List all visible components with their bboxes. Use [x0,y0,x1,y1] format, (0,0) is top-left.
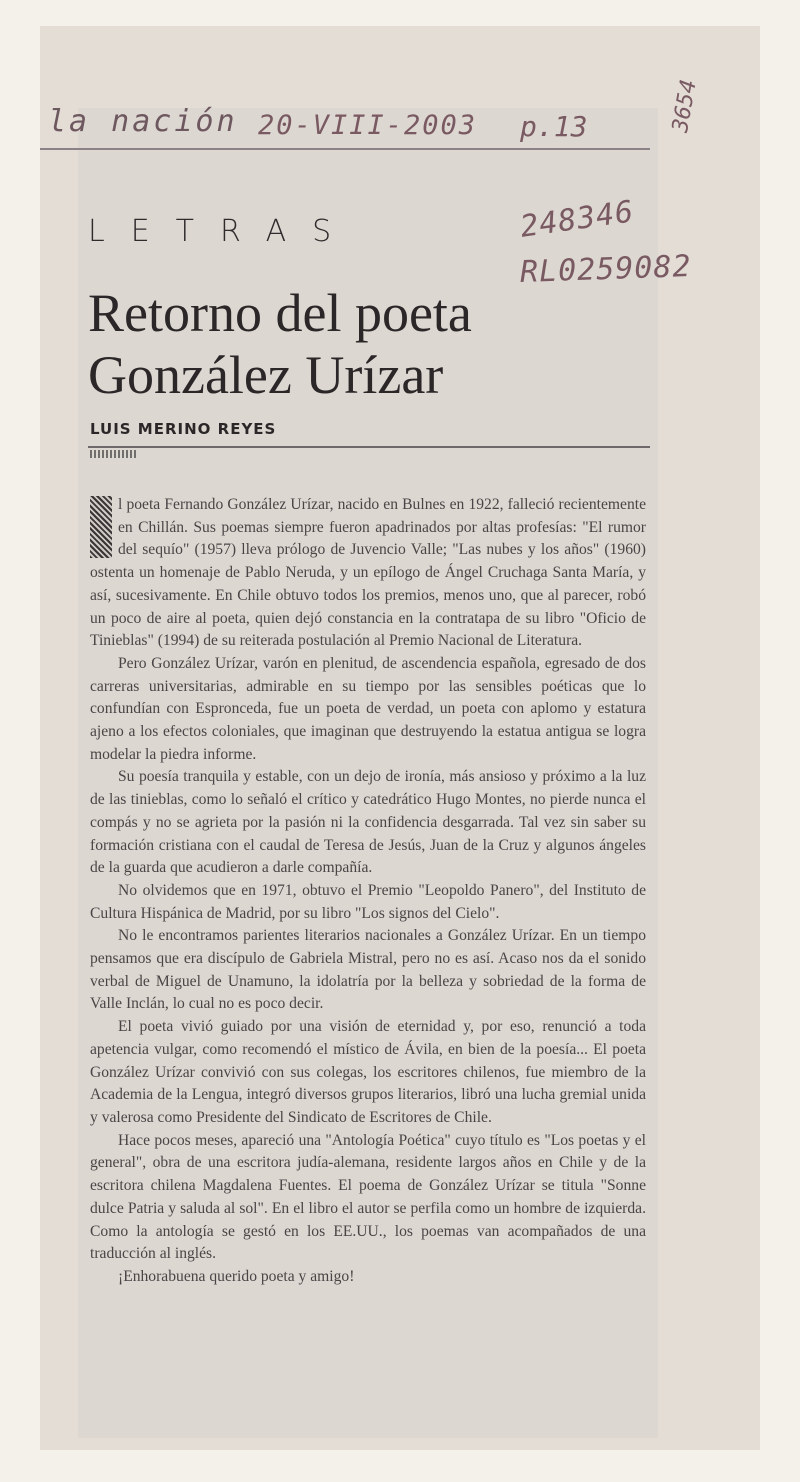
paragraph: Pero González Urízar, varón en plenitud, de ascendencia española, egresado de dos carreras universitarias, admirable en su tiempo por las sensibles poéticas que lo confundían con Espronceda, fue un poeta de verdad, un poeta con aplomo y estatura ajeno a los efectos coloniales, que imaginan que destruyendo la estatua antigua se logra modelar la piedra informe. [90,654,646,763]
paragraph: El poeta vivió guiado por una visión de eternidad y, por eso, renunció a toda apetencia vulgar, como recomendó el místico de Ávila, en bien de la poesía... El poeta González Urízar convivió con sus colegas, los escritores chilenos, fue miembro de la Academia de la Lengua, integró diversos grupos literarios, libró una lucha gremial unida y valerosa como Presidente del Sindicato de Escritores de Chile. [90,1018,646,1126]
handwritten-publication: la nación [48,104,238,139]
handwritten-date: 20-VIII-2003 [258,110,478,141]
article-title [88,282,548,406]
title-line-2: González Urízar [88,345,444,405]
handwritten-id-1: 248346 [518,194,637,245]
article-body [90,494,646,1289]
top-rule [40,148,650,150]
section-heading: LETRAS [88,214,358,249]
handwritten-number: 3654 [668,77,702,135]
paragraph: Hace pocos meses, apareció una "Antología Poética" cuyo título es "Los poetas y el general", obra de una escritora judía-alemana, residente largos años en Chile y de la escritora chilena Magdalena Fuentes. El poema de González Urízar se titula "Sonne dulce Patria y saluda al sol". En el libro el autor se perfila como un hombre de izquierda. Como la antología se gestó en los EE.UU., los poemas van acompañados de una traducción al inglés. [90,1131,646,1263]
byline-ornament [90,450,138,458]
paragraph: l poeta Fernando González Urízar, nacido en Bulnes en 1922, falleció recientemente en Chillán. Sus poemas siempre fueron apadrinados por altas profesías: "El rumor del sequío" (1957) lleva prólogo de Juvencio Valle; "Las nubes y los años" (1960) ostenta un homenaje de Pablo Neruda, y un epílogo de Ángel Cruchaga Santa María, y así, sucesivamente. En Chile obtuvo todos los premios, menos uno, que al parecer, robó un poco de aire al poeta, quien dejó constancia en la contratapa de su libro "Oficio de Tinieblas" (1994) de su reiterada postulación al Premio Nacional de Literatura. [90,496,646,650]
paragraph: No le encontramos parientes literarios nacionales a González Urízar. En un tiempo pensamos que era discípulo de Gabriela Mistral, pero no es así. Acaso nos da el sonido verbal de Miguel de Unamuno, la idolatría por la belleza y sobriedad de la forma de Valle Inclán, lo cual no es poco decir. [90,927,646,1013]
byline-rule [88,446,650,448]
paragraph: No olvidemos que en 1971, obtuvo el Premio "Leopoldo Panero", del Instituto de Cultura Hispánica de Madrid, por su libro "Los signos del Cielo". [90,881,646,922]
handwritten-page: p.13 [520,110,588,143]
author-byline: LUIS MERINO REYES [90,420,277,438]
paragraph: Su poesía tranquila y estable, con un dejo de ironía, más ansioso y próximo a la luz de las tinieblas, como lo señaló el crítico y catedrático Hugo Montes, no pierde nunca el compás y no se agrieta por la pasión ni la confidencia desgarrada. Tal vez sin saber su formación cristiana con el caudal de Teresa de Jesús, Juan de la Cruz y algunos ángeles de la guarda que acudieron a darle compañía. [90,768,646,877]
title-line-1: Retorno del poeta [88,283,472,343]
paragraph: ¡Enhorabuena querido poeta y amigo! [118,1267,355,1285]
drop-cap [90,496,112,558]
handwritten-id-2: RL0259082 [519,249,693,290]
